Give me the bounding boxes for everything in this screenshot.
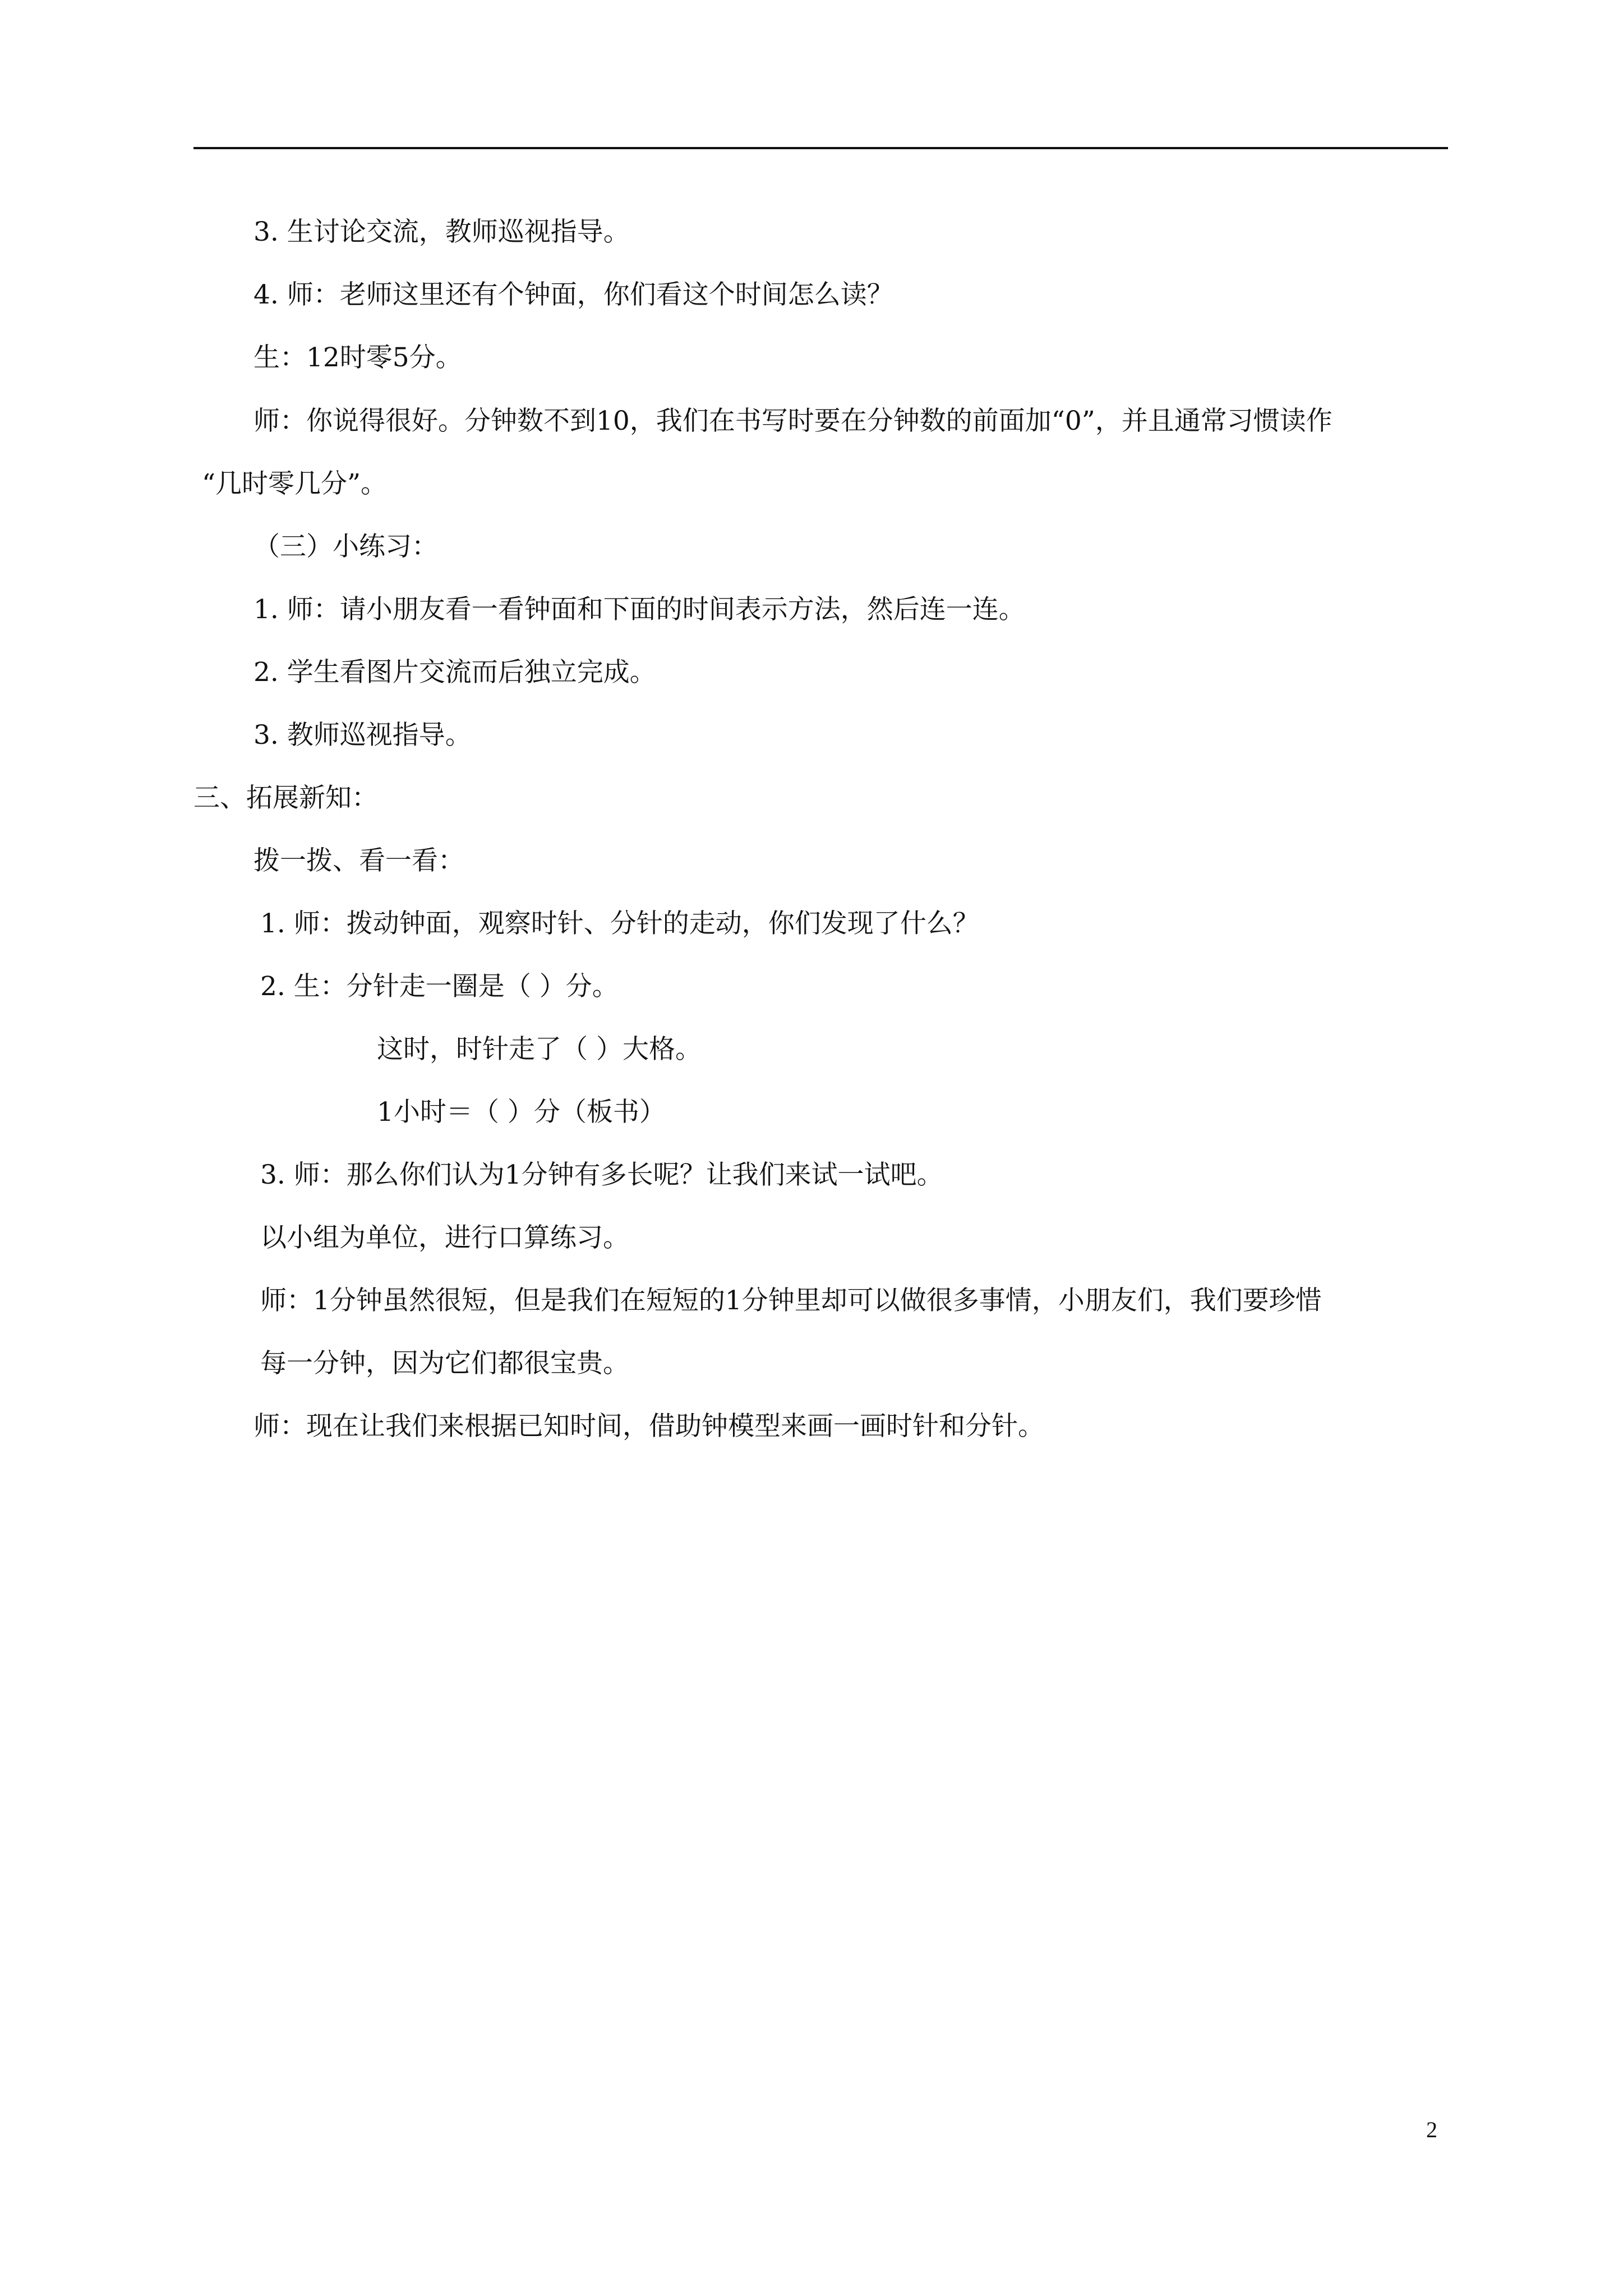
paragraph-line: 1小时＝（ ）分（板书）: [377, 1097, 666, 1128]
paragraph-line: 3. 师：那么你们认为1分钟有多长呢？让我们来试一试吧。: [260, 1159, 943, 1190]
header-rule: [193, 147, 1448, 149]
paragraph-line: 师：1分钟虽然很短，但是我们在短短的1分钟里却可以做很多事情，小朋友们，我们要珍惜: [260, 1285, 1322, 1316]
paragraph-line: 2. 学生看图片交流而后独立完成。: [253, 657, 656, 688]
paragraph-line: 这时，时针走了（ ）大格。: [377, 1034, 702, 1065]
paragraph-line: 2. 生：分针走一圈是（ ）分。: [260, 971, 619, 1002]
paragraph-line: “几时零几分”。: [202, 468, 388, 499]
paragraph-line: 1. 师：拨动钟面，观察时针、分针的走动，你们发现了什么？: [260, 908, 979, 939]
section-heading: 三、拓展新知：: [193, 783, 378, 813]
section-heading: （三）小练习：: [253, 531, 438, 562]
paragraph-line: 3. 教师巡视指导。: [253, 720, 472, 751]
paragraph-line: 师：现在让我们来根据已知时间，借助钟模型来画一画时针和分针。: [253, 1411, 1044, 1442]
paragraph-line: 师：你说得很好。分钟数不到10，我们在书写时要在分钟数的前面加“0”，并且通常习惯读作: [253, 406, 1332, 436]
paragraph-line: 1. 师：请小朋友看一看钟面和下面的时间表示方法，然后连一连。: [253, 594, 1025, 625]
paragraph-line: 拨一拨、看一看：: [253, 845, 464, 876]
paragraph-line: 生：12时零5分。: [253, 342, 462, 373]
paragraph-line: 4. 师：老师这里还有个钟面，你们看这个时间怎么读？: [253, 279, 893, 310]
paragraph-line: 每一分钟，因为它们都很宝贵。: [260, 1348, 629, 1379]
paragraph-line: 3. 生讨论交流，教师巡视指导。: [253, 217, 630, 247]
page-number: 2: [1426, 2117, 1437, 2142]
paragraph-line: 以小组为单位，进行口算练习。: [260, 1222, 629, 1253]
